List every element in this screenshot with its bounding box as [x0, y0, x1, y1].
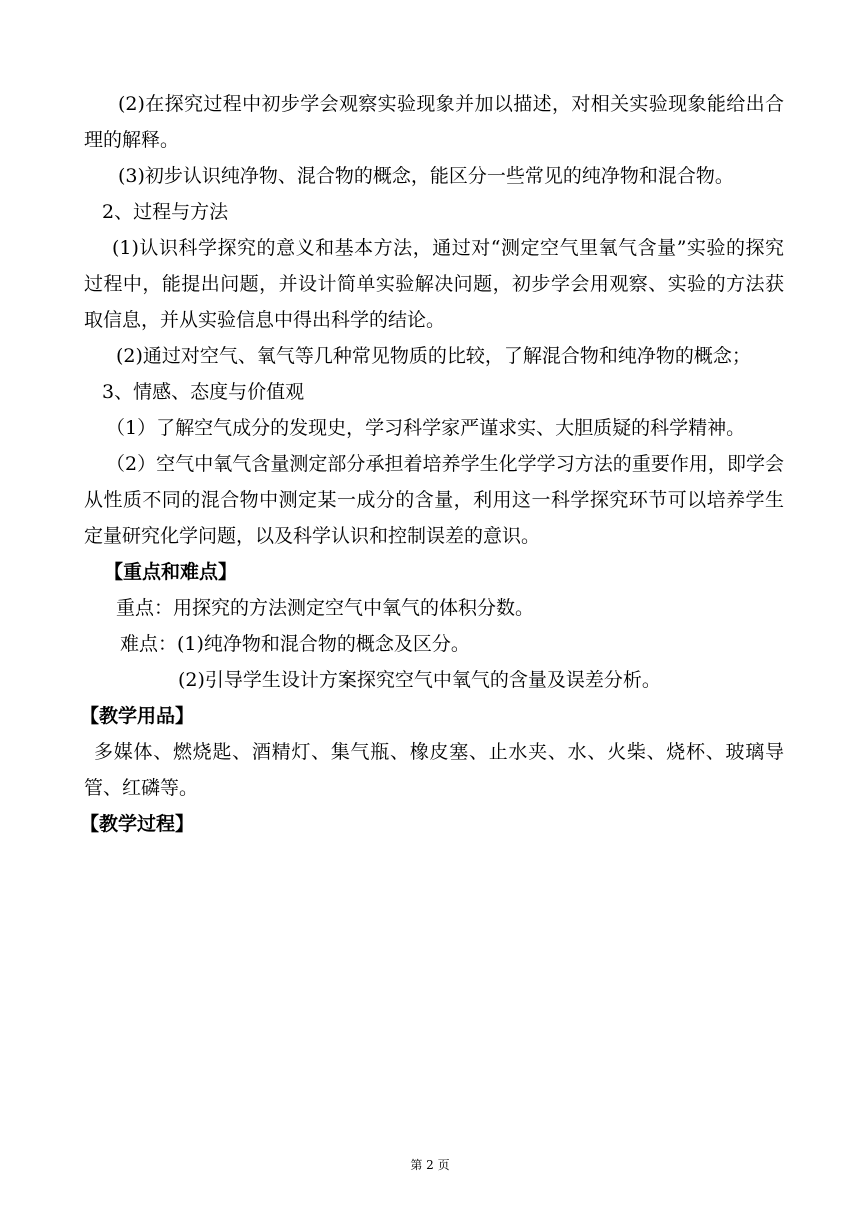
- section-attitude-heading: 3、情感、态度与价值观: [102, 381, 305, 403]
- attitude-2-paragraph: （2）空气中氧气含量测定部分承担着培养学生化学学习方法的重要作用，即学会从性质不同的混合物中测定某一成分的含量，利用这一科学探究环节可以培养学生定量研究化学问题，以及科学认识和控制误差的意识。: [84, 453, 784, 547]
- key-point-paragraph: 重点：用探究的方法测定空气中氧气的体积分数。: [116, 597, 535, 619]
- attitude-1-paragraph: （1）了解空气成分的发现史，学习科学家严谨求实、大胆质疑的科学精神。: [106, 417, 746, 439]
- section-process-method-heading: 2、过程与方法: [102, 201, 229, 223]
- teaching-materials-paragraph: 多媒体、燃烧匙、酒精灯、集气瓶、橡皮塞、止水夹、水、火柴、烧杯、玻璃导管、红磷等。: [84, 741, 784, 799]
- teaching-materials-heading: 【教学用品】: [80, 705, 195, 727]
- process-2-paragraph: (2)通过对空气、氧气等几种常见物质的比较，了解混合物和纯净物的概念；: [116, 345, 751, 367]
- document-body: [80, 86, 784, 842]
- key-difficult-points-heading: 【重点和难点】: [104, 561, 238, 583]
- page-number: 第 2 页: [410, 1158, 450, 1172]
- difficult-point-2-paragraph: (2)引导学生设计方案探究空气中氧气的含量及误差分析。: [178, 669, 661, 691]
- objective-3-paragraph: (3)初步认识纯净物、混合物的概念，能区分一些常见的纯净物和混合物。: [118, 165, 734, 187]
- teaching-process-heading: 【教学过程】: [80, 813, 195, 835]
- objective-2-paragraph: (2)在探究过程中初步学会观察实验现象并加以描述，对相关实验现象能给出合理的解释。: [84, 93, 784, 151]
- difficult-point-1-paragraph: 难点：(1)纯净物和混合物的概念及区分。: [120, 633, 470, 655]
- process-1-paragraph: (1)认识科学探究的意义和基本方法，通过对“测定空气里氧气含量”实验的探究过程中，能提出问题，并设计简单实验解决问题，初步学会用观察、实验的方法获取信息，并从实验信息中得出科学的结论。: [84, 237, 784, 331]
